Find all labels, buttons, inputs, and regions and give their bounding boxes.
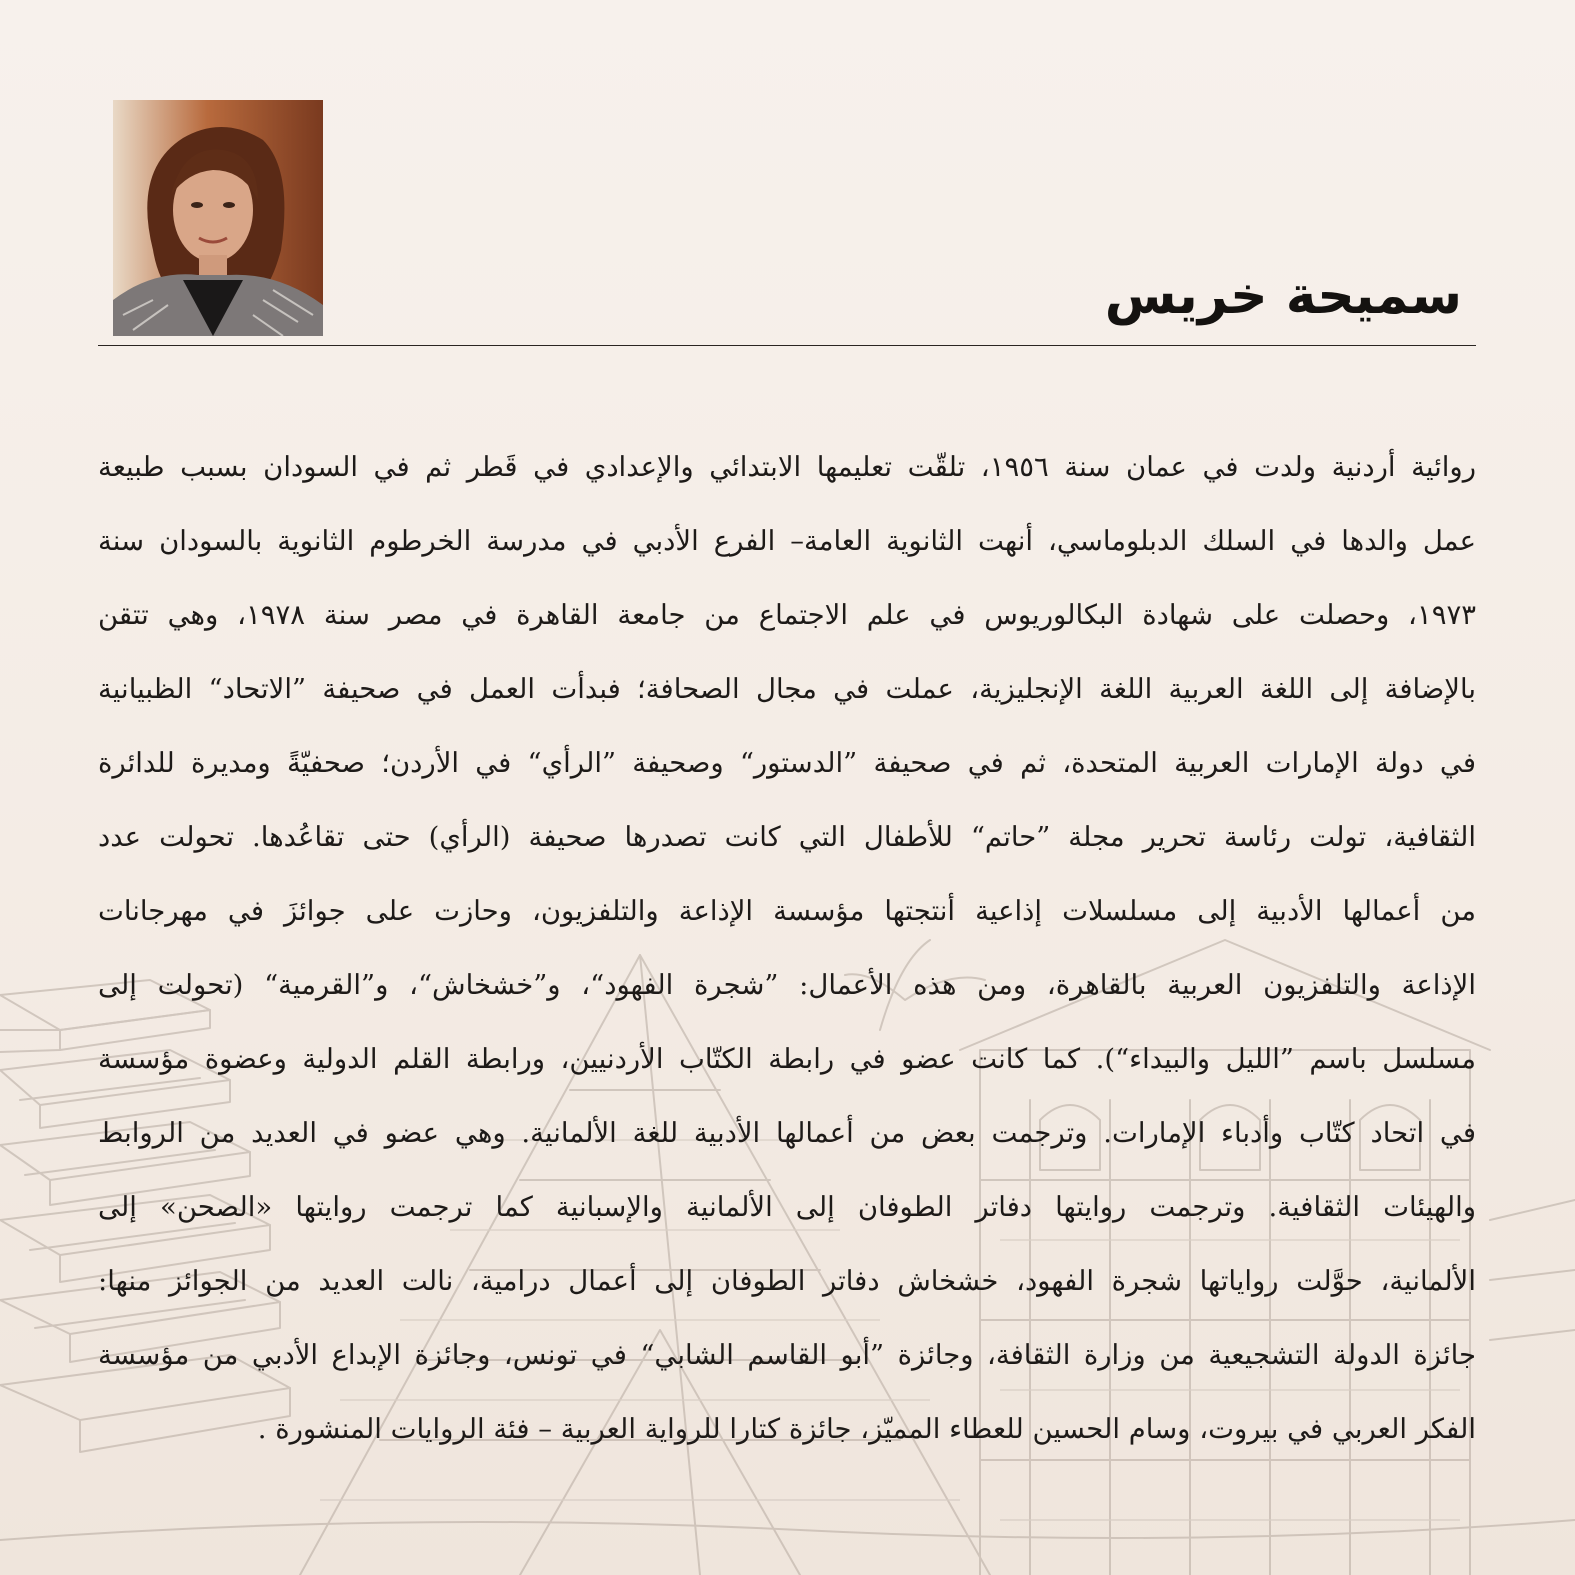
bio-line: الفكر العربي في بيروت، وسام الحسين للعطاء المميّز، جائزة كتارا للرواية العربية – فئة الروايات المنشورة . <box>257 1413 1476 1445</box>
bio-line: الإذاعة والتلفزيون العربية بالقاهرة، ومن هذه الأعمال: ”شجرة الفهود“، و”خشخاش“، و”القرمية“ (تحولت إلى <box>98 969 1476 1001</box>
bio-line: مسلسل باسم ”الليل والبيداء“). كما كانت عضو في رابطة الكتّاب الأردنيين، ورابطة القلم الدولية وعضوة مؤسسة <box>98 1043 1476 1075</box>
author-photo <box>113 100 323 336</box>
bio-line: عمل والدها في السلك الدبلوماسي، أنهت الثانوية العامة– الفرع الأدبي في مدرسة الخرطوم الثانوية بالسودان سنة <box>98 525 1476 557</box>
header-divider <box>98 345 1476 346</box>
bio-line: الثقافية، تولت رئاسة تحرير مجلة ”حاتم“ للأطفال التي كانت تصدرها صحيفة (الرأي) حتى تقاعُدها. تحولت عدد <box>98 821 1476 853</box>
bio-line: والهيئات الثقافية. وترجمت روايتها دفاتر الطوفان إلى الألمانية والإسبانية كما ترجمت روايتها «الصحن» إلى <box>98 1191 1476 1223</box>
bio-line: في اتحاد كتّاب وأدباء الإمارات. وترجمت بعض من أعمالها الأدبية للغة الألمانية. وهي عضو في العديد من الروابط <box>98 1117 1476 1149</box>
bio-line: من أعمالها الأدبية إلى مسلسلات إذاعية أنتجتها مؤسسة الإذاعة والتلفزيون، وحازت على جوائزَ في مهرجانات <box>98 895 1476 927</box>
author-name: سميحة خريس <box>1104 266 1462 326</box>
bio-line: جائزة الدولة التشجيعية من وزارة الثقافة، وجائزة ”أبو القاسم الشابي“ في تونس، وجائزة الإبداع الأدبي من مؤسسة <box>98 1339 1476 1371</box>
bio-line: في دولة الإمارات العربية المتحدة، ثم في صحيفة ”الدستور“ وصحيفة ”الرأي“ في الأردن؛ صحفيّةً ومديرة للدائرة <box>98 747 1476 779</box>
bio-line: بالإضافة إلى اللغة العربية اللغة الإنجليزية، عملت في مجال الصحافة؛ فبدأت العمل في صحيفة ”الاتحاد“ الظبيانية <box>98 673 1476 705</box>
bio-line: روائية أردنية ولدت في عمان سنة ١٩٥٦، تلقّت تعليمها الابتدائي والإعدادي في قَطر ثم في السودان بسبب طبيعة <box>98 451 1476 483</box>
bio-line: الألمانية، حوَّلت رواياتها شجرة الفهود، خشخاش دفاتر الطوفان إلى أعمال درامية، نالت العديد من الجوائز منها: <box>98 1265 1476 1297</box>
bio-line: ١٩٧٣، وحصلت على شهادة البكالوريوس في علم الاجتماع من جامعة القاهرة في مصر سنة ١٩٧٨، وهي تتقن <box>98 599 1476 631</box>
biography-text <box>98 430 1476 1466</box>
